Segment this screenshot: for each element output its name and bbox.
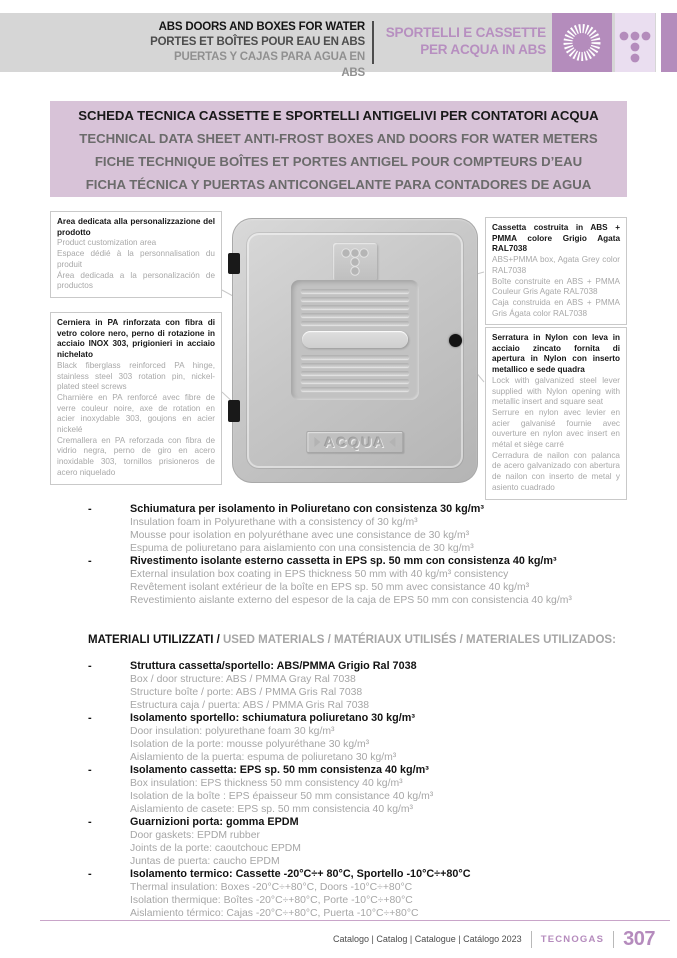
acqua-embossed-label: [306, 431, 403, 453]
bullet-dash: -: [88, 660, 92, 672]
callout-title: Serratura in Nylon con leva in acciaio zincato fornita di apertura in Nylon con inserto metallico e sede quadra: [492, 333, 620, 375]
header-title-en: ABS DOORS AND BOXES FOR WATER: [158, 21, 365, 33]
footer-divider: [613, 931, 614, 948]
footer-page-number: 307: [623, 927, 655, 950]
list-item: [88, 816, 633, 868]
header-title-it-line2: PER ACQUA IN ABS: [420, 42, 546, 57]
vent-slat: [301, 363, 409, 367]
bullet-dash: -: [88, 712, 92, 724]
hinge-bottom: [228, 400, 240, 422]
vent-slat: [301, 305, 409, 309]
item-title: Struttura cassetta/sportello: ABS/PMMA Grigio Ral 7038: [130, 660, 417, 672]
arrow-right-icon: [314, 437, 320, 447]
vent-panel: [291, 280, 419, 400]
footer-rule: [40, 920, 670, 921]
callout-lock: [485, 327, 627, 500]
vent-slat: [301, 387, 409, 391]
page-header-band: [0, 13, 656, 79]
materials-heading-it: MATERIALI UTILIZZATI /: [88, 634, 223, 646]
item-title: Guarnizioni porta: gomma EPDM: [130, 816, 299, 828]
datasheet-title-it: SCHEDA TECNICA CASSETTE E SPORTELLI ANTIGELIVI PER CONTATORI ACQUA: [78, 108, 599, 123]
item-title: Isolamento termico: Cassette -20°C÷+ 80°C, Sportello -10°C÷+80°C: [130, 868, 471, 880]
footer-divider: [531, 931, 532, 948]
list-item: [88, 712, 633, 764]
item-translation: Joints de la porte: caoutchouc EPDM: [130, 843, 301, 854]
item-translation: Juntas de puerta: caucho EPDM: [130, 856, 280, 867]
vent-slat: [301, 289, 409, 293]
item-translation: Aislamiento de la puerta: espuma de poliuretano 30 kg/m³: [130, 752, 397, 763]
callout-translation: Cerradura de nailon con palanca de acero galvanizado con abertura de nailon con inserto de metal y asiento cuadrado: [492, 450, 620, 492]
vent-slat: [301, 313, 409, 317]
acqua-label-text: ACQUA: [324, 434, 386, 450]
item-translation: Isolation de la boîte : EPS épaisseur 50 mm consistance 40 kg/m³: [130, 791, 434, 802]
callout-customization-area: [50, 211, 222, 298]
customization-plate: [302, 331, 408, 348]
materials-list: [88, 660, 633, 920]
item-translation: Estructura caja / puerta: ABS / PMMA Gris Ral 7038: [130, 700, 370, 711]
vent-slat: [301, 371, 409, 375]
bullet-dash: -: [88, 816, 92, 828]
callout-translation: Product customization area: [57, 238, 157, 248]
callout-translation: Lock with galvanized steel lever supplied with Nylon opening with metallic insert and square seat: [492, 375, 620, 407]
item-translation: Door gaskets: EPDM rubber: [130, 830, 260, 841]
datasheet-title-es: FICHA TÉCNICA Y PUERTAS ANTICONGELANTE PARA CONTADORES DE AGUA: [85, 177, 592, 192]
vent-slat: [301, 355, 409, 359]
datasheet-title-box: [50, 101, 627, 197]
footer: [333, 927, 655, 951]
callout-translation: Boîte construite en ABS + PMMA Couleur Gris Agate RAL7038: [492, 276, 620, 297]
item-translation: Thermal insulation: Boxes -20°C÷+80°C, Doors -10°C÷+80°C: [130, 882, 413, 893]
list-item: [88, 868, 633, 920]
callout-box-material: [485, 217, 627, 325]
item-title: Isolamento cassetta: EPS sp. 50 mm consistenza 40 kg/m³: [130, 764, 429, 776]
bullet-dash: -: [88, 503, 92, 515]
item-translation: Espuma de poliuretano para aislamiento con una consistencia de 30 kg/m³: [130, 543, 474, 554]
header-divider: [372, 21, 374, 64]
item-translation: Insulation foam in Polyurethane with a consistency of 30 kg/m³: [130, 517, 418, 528]
footer-brand: TECNOGAS: [540, 933, 605, 945]
vent-slat: [301, 297, 409, 301]
arrow-left-icon: [390, 437, 396, 447]
callout-title: Cassetta costruita in ABS + PMMA colore Grigio Agata RAL7038: [492, 223, 620, 254]
materials-section-heading: [88, 634, 616, 646]
callout-translation: Charnière en PA renforcé avec fibre de verre couleur noire, axe de rotation en acier inoxydable 303, goujons en acier nickelé: [57, 392, 215, 435]
list-item: [88, 660, 633, 712]
header-title-it-line1: SPORTELLI E CASSETTE: [385, 25, 546, 40]
callout-hinge: [50, 312, 222, 485]
datasheet-title-fr: FICHE TECHNIQUE BOÎTES ET PORTES ANTIGEL POUR COMPTEURS D’EAU: [94, 154, 583, 169]
item-translation: Revêtement isolant extérieur de la boîte en EPS sp. 50 mm avec consistance 40 kg/m³: [130, 582, 530, 593]
product-door-image: [232, 218, 478, 483]
callout-translation: Espace dédié à la personnalisation du produit: [57, 249, 215, 269]
sunburst-icon: [552, 13, 612, 72]
item-translation: Isolation de la porte: mousse polyuréthane 30 kg/m³: [130, 739, 370, 750]
materials-heading-translations: USED MATERIALS / MATÉRIAUX UTILISÉS / MATERIALES UTILIZADOS:: [223, 634, 616, 646]
header-title-es: PUERTAS Y CAJAS PARA AGUA EN ABS: [174, 51, 365, 79]
list-item: [88, 503, 633, 555]
item-translation: Box insulation: EPS thickness 50 mm consistency 40 kg/m³: [130, 778, 403, 789]
item-translation: Revestimiento aislante externo del espesor de la caja de EPS 50 mm con consistencia 40 kg/m³: [130, 595, 572, 606]
callout-translation: Área dedicada a la personalización de productos: [57, 270, 215, 291]
list-item: [88, 555, 633, 607]
features-list: [88, 503, 633, 607]
list-item: [88, 764, 633, 816]
item-title: Schiumatura per isolamento in Poliuretano con consistenza 30 kg/m³: [130, 503, 484, 515]
item-translation: Mousse pour isolation en polyuréthane avec une consistance de 30 kg/m³: [130, 530, 470, 541]
item-translation: Structure boîte / porte: ABS / PMMA Gris Ral 7038: [130, 687, 363, 698]
datasheet-title-en: TECHNICAL DATA SHEET ANTI-FROST BOXES AND DOORS FOR WATER METERS: [79, 131, 598, 146]
bullet-dash: -: [88, 555, 92, 567]
bullet-dash: -: [88, 764, 92, 776]
vent-slat: [301, 321, 409, 325]
callout-title: Cerniera in PA rinforzata con fibra di vetro colore nero, perno di rotazione in acciaio INOX 303, prigionieri in acciaio nichelato: [57, 318, 215, 360]
item-translation: Aislamiento térmico: Cajas -20°C÷+80°C, Puerta -10°C÷+80°C: [130, 908, 419, 919]
callout-translation: Serrure en nylon avec levier en acier galvanisé fournie avec ouverture en nylon avec insert en métal et siège carré: [492, 407, 620, 450]
vent-slat: [301, 379, 409, 383]
lock-hole: [449, 334, 462, 347]
callout-translation: ABS+PMMA box, Agata Grey color RAL7038: [492, 255, 620, 275]
item-translation: Aislamiento de casete: EPS sp. 50 mm consistencia 40 kg/m³: [130, 804, 413, 815]
item-title: Isolamento sportello: schiumatura poliuretano 30 kg/m³: [130, 712, 415, 724]
callout-translation: Cremallera en PA reforzada con fibra de vidrio negra, perno de giro en acero inoxidable 303, tornillos prisioneros de acero niquelado: [57, 435, 215, 477]
item-translation: Isolation thermique: Boîtes -20°C÷+80°C, Porte -10°C÷+80°C: [130, 895, 413, 906]
tecnogas-dots-icon: [615, 13, 655, 72]
bullet-dash: -: [88, 868, 92, 880]
embossed-logo-plate: [333, 243, 377, 281]
item-translation: Box / door structure: ABS / PMMA Gray Ral 7038: [130, 674, 356, 685]
header-title-fr: PORTES ET BOÎTES POUR EAU EN ABS: [150, 36, 365, 49]
header-title-it: [380, 24, 546, 58]
hinge-top: [228, 253, 240, 274]
callout-title: Area dedicata alla personalizzazione del prodotto: [57, 217, 215, 237]
callout-translation: Black fiberglass reinforced PA hinge, stainless steel 303 rotation pin, nickel-plated steel screws: [57, 360, 215, 392]
page-edge-decoration: [661, 13, 677, 72]
footer-catalog-label: Catalogo | Catalog | Catalogue | Catálogo 2023: [333, 934, 522, 944]
item-translation: External insulation box coating in EPS thickness 50 mm with 40 kg/m³ consistency: [130, 569, 509, 580]
item-translation: Door insulation: polyurethane foam 30 kg/m³: [130, 726, 335, 737]
callout-translation: Caja construida en ABS + PMMA Gris Ágata color RAL7038: [492, 297, 620, 318]
header-product-titles: [150, 20, 365, 81]
item-title: Rivestimento isolante esterno cassetta in EPS sp. 50 mm con consistenza 40 kg/m³: [130, 555, 557, 567]
